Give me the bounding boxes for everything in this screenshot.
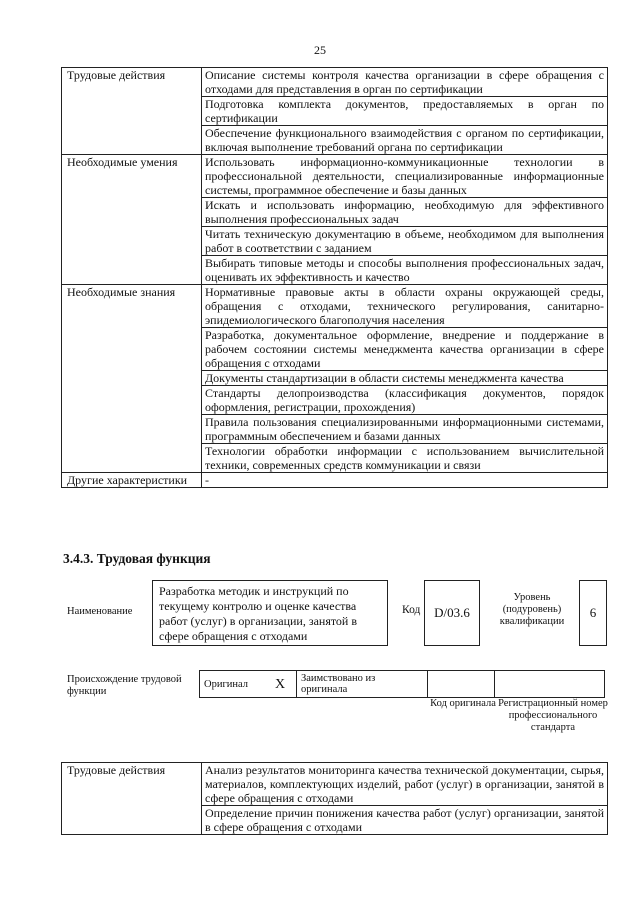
row-label-labor-actions: Трудовые действия [62, 763, 202, 835]
skill-item: Использовать информационно-коммуникационные технологии в профессиональной деятельности, специализированные информационные системы, программное обеспечение и базы данных [202, 155, 608, 198]
knowledge-item: Разработка, документальное оформление, внедрение и поддержание в рабочем состоянии системы менеджмента качества организации в сфере обращения с отходами [202, 328, 608, 371]
origin-table [199, 670, 605, 698]
skill-item: Искать и использовать информацию, необходимую для эффективного выполнения профессиональных задач [202, 198, 608, 227]
knowledge-item: Нормативные правовые акты в области охраны окружающей среды, обращения с отходами, технического регулирования, санитарно-эпидемиологического благополучия населения [202, 285, 608, 328]
row-label-required-skills: Необходимые умения [62, 155, 202, 285]
section-heading: 3.4.3. Трудовая функция [63, 551, 211, 566]
caption-code: Код оригинала [430, 698, 496, 709]
skill-item: Читать техническую документацию в объеме, необходимом для выполнения работ в соответствии с заданием [202, 227, 608, 256]
knowledge-item: Стандарты делопроизводства (классификация документов, порядок оформления, регистрации, прохождения) [202, 386, 608, 415]
labor-action-item: Описание системы контроля качества организации в сфере обращения с отходами для представления в орган по сертификации [202, 68, 608, 97]
labor-action-item: Подготовка комплекта документов, предоставляемых в орган по сертификации [202, 97, 608, 126]
origin-borrowed-cell: Заимствовано из оригинала [297, 671, 428, 698]
table-row [62, 68, 608, 97]
labor-action-item: Обеспечение функционального взаимодействия с органом по сертификации, включая выполнение требований органа по сертификации [202, 126, 608, 155]
knowledge-item: Документы стандартизации в области системы менеджмента качества [202, 371, 608, 386]
labor-action-item: Определение причин понижения качества работ (услуг) организации, занятой в сфере обращения с отходами [202, 806, 608, 835]
skill-item: Выбирать типовые методы и способы выполнения профессиональных задач, оценивать их эффективность и качество [202, 256, 608, 285]
table-row [62, 763, 608, 806]
row-label-other: Другие характеристики [62, 473, 202, 488]
requirements-table [61, 67, 608, 488]
name-label: Наименование [67, 606, 133, 617]
row-label-required-knowledge: Необходимые знания [62, 285, 202, 473]
table-row [62, 155, 608, 198]
page-number: 25 [314, 43, 326, 57]
origin-original-cell: Оригинал [200, 671, 265, 698]
row-label-labor-actions: Трудовые действия [62, 68, 202, 155]
function-name-box: Разработка методик и инструкций по текущему контролю и оценке качества работ (услуг) в организации, занятой в сфере обращения с отходами [152, 580, 388, 646]
origin-reg-cell [495, 671, 605, 698]
knowledge-item: Правила пользования специализированными информационными системами, программным обеспечением и базами данных [202, 415, 608, 444]
level-label: Уровень (подуровень) квалификации [499, 592, 565, 627]
level-value-box: 6 [579, 580, 607, 646]
origin-code-cell [428, 671, 495, 698]
table-row [62, 473, 608, 488]
other-value: - [202, 473, 608, 488]
knowledge-item: Технологии обработки информации с использованием вычислительной техники, современных средств коммуникации и связи [202, 444, 608, 473]
origin-mark: X [264, 671, 297, 698]
code-value-box: D/03.6 [424, 580, 480, 646]
caption-reg-number: Регистрационный номер профессионального стандарта [498, 698, 608, 733]
table-row [200, 671, 605, 698]
labor-action-item: Анализ результатов мониторинга качества технической документации, сырья, материалов, комплектующих изделий, работ (услуг) в организации, занятой в сфере обращения с отходами [202, 763, 608, 806]
table-row [62, 285, 608, 328]
labor-actions-table [61, 762, 608, 835]
origin-label: Происхождение трудовой функции [67, 674, 182, 697]
code-label: Код [402, 604, 421, 616]
